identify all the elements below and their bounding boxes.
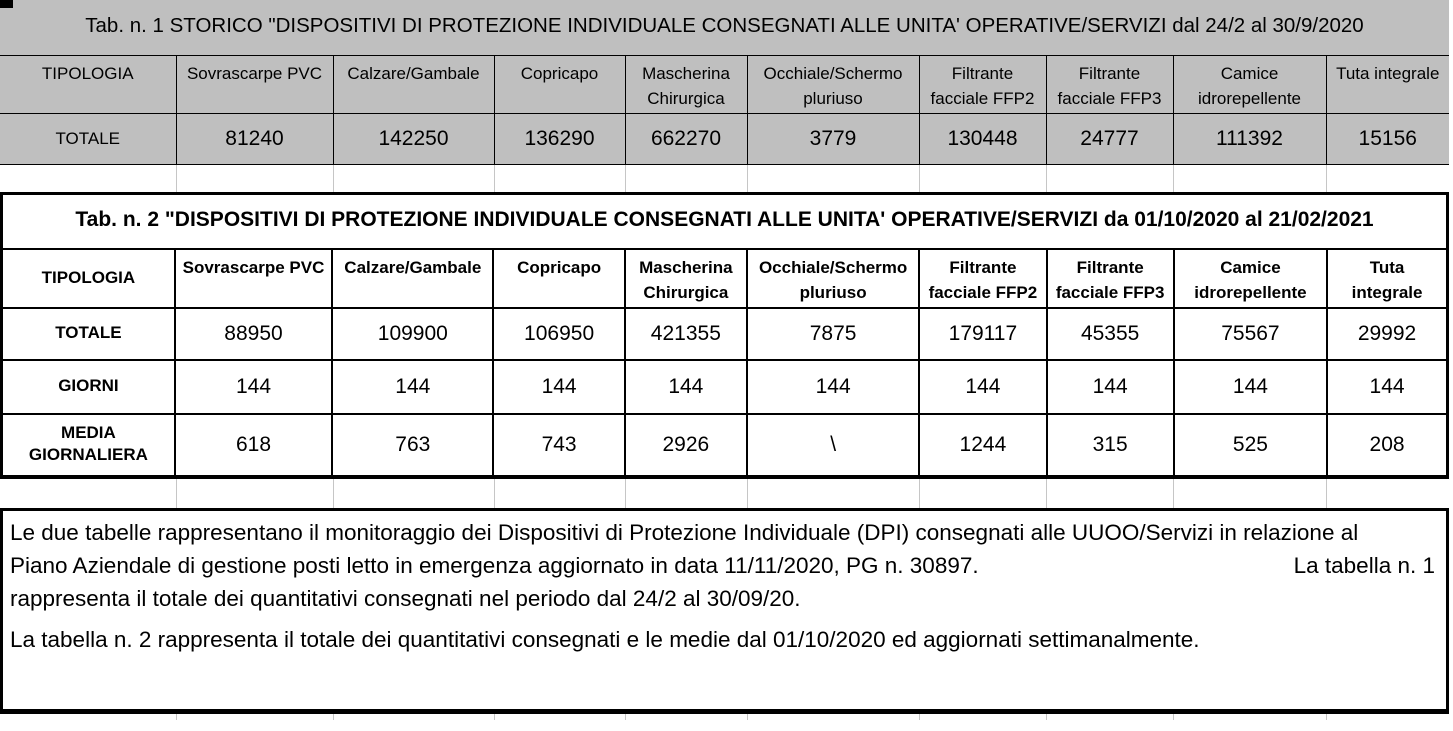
value-cell: 743	[493, 414, 624, 477]
table1-total-row	[0, 114, 1449, 165]
column-header: Camice idrorepellente	[1174, 249, 1327, 308]
value-cell: 208	[1327, 414, 1447, 477]
column-header: Occhiale/Schermo pluriuso	[747, 56, 919, 114]
notes-line-left: Piano Aziendale di gestione posti letto in emergenza aggiornato in data 11/11/2020, PG n. 30897.	[10, 553, 979, 578]
column-header: Filtrante facciale FFP3	[1046, 56, 1173, 114]
value-cell: 144	[1047, 360, 1174, 414]
column-header: Mascherina Chirurgica	[625, 56, 747, 114]
column-header: Occhiale/Schermo pluriuso	[747, 249, 919, 308]
column-header: Sovrascarpe PVC	[175, 249, 332, 308]
value-cell: 144	[493, 360, 624, 414]
notes-line: La tabella n. 2 rappresenta il totale dei quantitativi consegnati e le medie dal 01/10/2020 ed aggiornati settimanalmente.	[10, 627, 1200, 652]
value-cell: 88950	[175, 308, 332, 360]
table2-title-row	[2, 194, 1448, 250]
top-left-corner-mark	[0, 0, 13, 8]
value-cell: 144	[175, 360, 332, 414]
value-cell: 144	[919, 360, 1046, 414]
value-cell: 75567	[1174, 308, 1327, 360]
value-cell: 24777	[1046, 114, 1173, 165]
notes-line	[10, 549, 1439, 582]
value-cell: 662270	[625, 114, 747, 165]
table2-header-tipologia: TIPOLOGIA	[2, 249, 175, 308]
value-cell: 1244	[919, 414, 1046, 477]
value-cell: 144	[625, 360, 747, 414]
column-header: Calzare/Gambale	[332, 249, 493, 308]
column-header: Sovrascarpe PVC	[176, 56, 333, 114]
table2-media-row	[2, 414, 1448, 477]
table1-header-row	[0, 56, 1449, 114]
value-cell: \	[747, 414, 919, 477]
value-cell: 179117	[919, 308, 1046, 360]
table1-title: Tab. n. 1 STORICO "DISPOSITIVI DI PROTEZIONE INDIVIDUALE CONSEGNATI ALLE UNITA' OPERATIVE/SERVIZI dal 24/2 al 30/9/2020	[0, 0, 1449, 56]
column-header: Copricapo	[493, 249, 624, 308]
value-cell: 29992	[1327, 308, 1447, 360]
grid-gap-strip	[0, 165, 1449, 192]
table2-aggiornamento	[0, 192, 1449, 479]
column-header: Filtrante facciale FFP2	[919, 56, 1046, 114]
value-cell: 144	[332, 360, 493, 414]
value-cell: 106950	[493, 308, 624, 360]
value-cell: 136290	[494, 114, 625, 165]
value-cell: 315	[1047, 414, 1174, 477]
table2-giorni-row	[2, 360, 1448, 414]
value-cell: 618	[175, 414, 332, 477]
notes-line: Le due tabelle rappresentano il monitoraggio dei Dispositivi di Protezione Individuale (DPI) consegnati alle UUOO/Servizi in relazione al	[10, 520, 1359, 545]
column-header: Camice idrorepellente	[1173, 56, 1326, 114]
row-label: TOTALE	[0, 114, 176, 165]
notes-line: rappresenta il totale dei quantitativi consegnati nel periodo dal 24/2 al 30/09/20.	[10, 586, 801, 611]
notes-line-right: La tabella n. 1	[1293, 553, 1435, 578]
column-header: Copricapo	[494, 56, 625, 114]
row-label: GIORNI	[2, 360, 175, 414]
value-cell: 142250	[333, 114, 494, 165]
value-cell: 421355	[625, 308, 747, 360]
row-label: TOTALE	[2, 308, 175, 360]
value-cell: 130448	[919, 114, 1046, 165]
value-cell: 109900	[332, 308, 493, 360]
value-cell: 2926	[625, 414, 747, 477]
row-label: MEDIA GIORNALIERA	[2, 414, 175, 477]
column-header: Calzare/Gambale	[333, 56, 494, 114]
value-cell: 7875	[747, 308, 919, 360]
column-header: Tuta integrale	[1327, 249, 1447, 308]
table1-header-tipologia: TIPOLOGIA	[0, 56, 176, 114]
value-cell: 144	[747, 360, 919, 414]
grid-gap-strip	[0, 479, 1449, 508]
table2-title: Tab. n. 2 "DISPOSITIVI DI PROTEZIONE INDIVIDUALE CONSEGNATI ALLE UNITA' OPERATIVE/SERVIZI da 01/10/2020 al 21/02/2021	[2, 194, 1448, 250]
table2-total-row	[2, 308, 1448, 360]
table1-title-row	[0, 0, 1449, 56]
value-cell: 3779	[747, 114, 919, 165]
value-cell: 144	[1174, 360, 1327, 414]
column-header: Filtrante facciale FFP3	[1047, 249, 1174, 308]
value-cell: 15156	[1326, 114, 1449, 165]
value-cell: 763	[332, 414, 493, 477]
value-cell: 81240	[176, 114, 333, 165]
value-cell: 144	[1327, 360, 1447, 414]
table2-header-row	[2, 249, 1448, 308]
value-cell: 111392	[1173, 114, 1326, 165]
column-header: Tuta integrale	[1326, 56, 1449, 114]
grid-gap-strip	[0, 714, 1449, 720]
table1-storico	[0, 0, 1449, 165]
value-cell: 45355	[1047, 308, 1174, 360]
value-cell: 525	[1174, 414, 1327, 477]
column-header: Mascherina Chirurgica	[625, 249, 747, 308]
notes-block	[0, 508, 1449, 714]
column-header: Filtrante facciale FFP2	[919, 249, 1046, 308]
